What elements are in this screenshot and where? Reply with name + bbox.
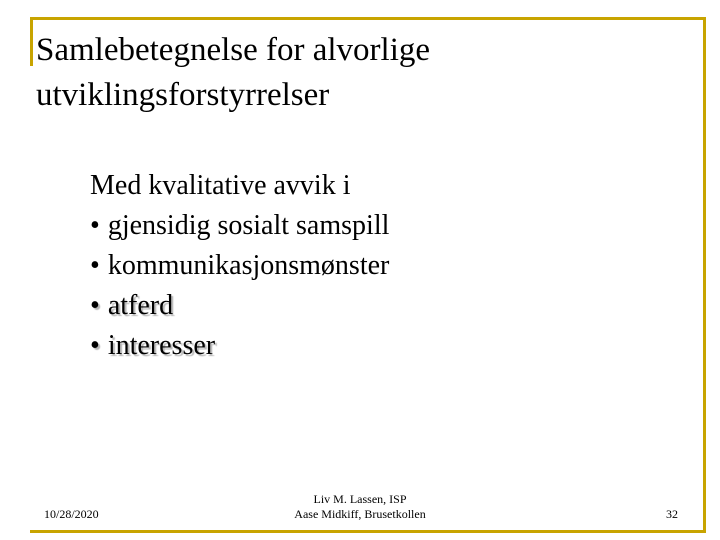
frame-right-border [703,17,706,533]
frame-top-border [30,17,706,20]
list-item-label: kommunikasjonsmønster [107,250,390,281]
list-item-label: atferd [107,290,174,321]
footer-authors [250,492,470,522]
footer-author-line-2: Aase Midkiff, Brusetkollen [294,507,426,521]
bullet-icon: • [90,290,100,321]
list-item [90,206,690,246]
frame-bottom-border [30,530,706,533]
slide-title [36,28,686,118]
list-item [90,326,690,366]
footer-author-line-1: Liv M. Lassen, ISP [313,492,407,506]
footer-date: 10/28/2020 [44,507,99,521]
bullet-icon: • [90,210,100,241]
intro-text: Med kvalitative avvik i [90,170,351,201]
slide-title-line-2: utviklingsforstyrrelser [36,77,330,113]
slide-body [90,166,690,366]
page-number: 32 [666,507,678,521]
list-item-label: gjensidig sosialt samspill [107,210,390,241]
bullet-icon: • [90,330,100,361]
list-item-label: interesser [107,330,216,361]
list-item [90,246,690,286]
bullet-icon: • [90,250,100,281]
list-item [90,286,690,326]
slide-title-line-1: Samlebetegnelse for alvorlige [36,32,431,68]
frame-left-tick [30,17,33,66]
